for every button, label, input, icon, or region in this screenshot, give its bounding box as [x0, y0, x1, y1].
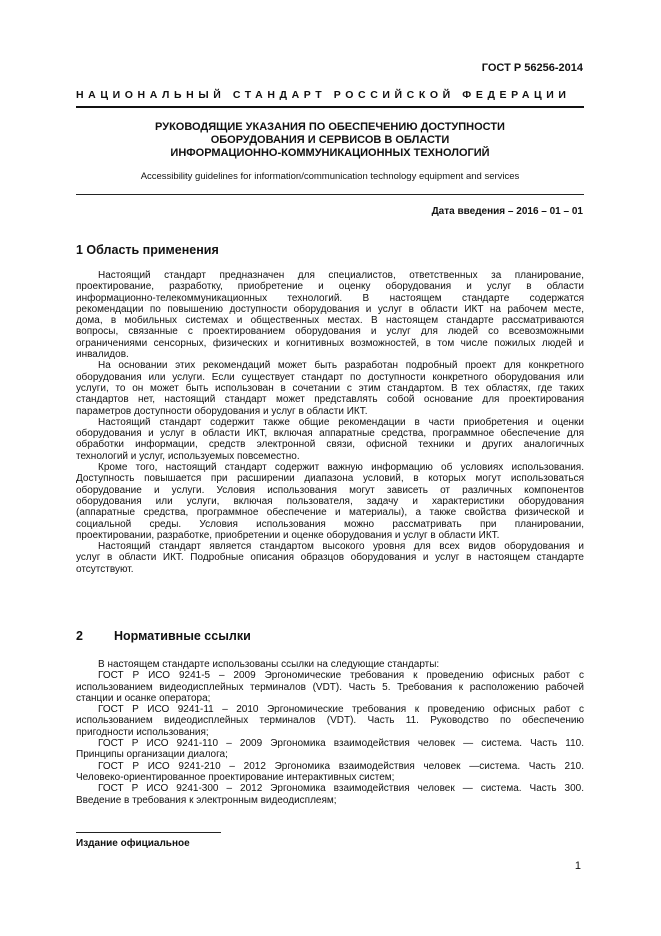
text-line: Доступность повышается при расширении диапазона условий, в которых могут использоваться [76, 473, 584, 485]
text-line: отсутствуют. [76, 563, 134, 575]
text-line: ГОСТ Р ИСО 9241-210 – 2012 Эргономика взаимодействия человек —система. Часть 210. [98, 760, 584, 772]
text-line: использованием видеодисплейных терминалов (VDT). Часть 11. Руководство по обеспечению [76, 715, 584, 727]
text-line: дома, в мобильных системах и общественных местах. В настоящем стандарте рассматриваются [76, 315, 584, 327]
text-line: Настоящий стандарт предназначен для специалистов, ответственных за планирование, [98, 270, 584, 281]
text-line: станции и осанке оператора; [76, 692, 211, 704]
page-number: 1 [574, 860, 581, 872]
document-title [76, 121, 584, 160]
section-1-heading: 1 Область применения [76, 243, 219, 257]
text-line: оборудование и услуги. Условия использования могут зависеть от различных компонентов [76, 484, 584, 496]
text-line: Человеко-ориентированное проектирование интерактивных систем; [76, 771, 395, 783]
text-line: Настоящий стандарт содержит также общие рекомендации в части приобретения и оценки [98, 416, 584, 428]
text-line: вопросы, связанные с проектированием оборудования и услуг для людей со всевозможными [76, 326, 584, 338]
introduction-date: Дата введения – 2016 – 01 – 01 [431, 206, 583, 217]
text-line: инвалидов. [76, 349, 129, 361]
text-line: обработки информации, средств электронной связи, офисной техники и других аналогичных [76, 439, 584, 451]
text-line: параметров доступности оборудования и услуг в области ИКТ. [76, 405, 368, 417]
text-line: ГОСТ Р ИСО 9241-11 – 2010 Эргономические требования к проведению офисных работ с [98, 704, 584, 716]
text-line: оборудования или услуги. Если существует стандарт по доступности конкретного оборудования или [76, 371, 584, 383]
section-2-body [76, 659, 584, 806]
text-line: проектировании, разработке, приобретении и оценке оборудования и услуг в области ИКТ. [76, 529, 500, 541]
section-2-heading [76, 629, 251, 643]
text-line: проектирование, разработку, приобретение и оценку оборудования и услуг в области [76, 281, 584, 293]
text-line: ГОСТ Р ИСО 9241-110 – 2009 Эргономика взаимодействия человек — система. Часть 110. [98, 738, 584, 750]
edition-note: Издание официальное [76, 838, 190, 849]
text-line: Настоящий стандарт является стандартом высокого уровня для всех видов оборудования и [98, 541, 584, 553]
text-line: Кроме того, настоящий стандарт содержит важную информацию об условиях использования. [98, 462, 584, 474]
title-line-3: ИНФОРМАЦИОННО-КОММУНИКАЦИОННЫХ ТЕХНОЛОГИЙ [170, 147, 490, 159]
text-line: использованием видеодисплейных терминалов (VDT). Часть 5. Требования к расположению рабочей [76, 681, 584, 693]
top-rule [76, 106, 584, 108]
text-line: оборудования или услуги, включая пользователя, задачу и характеристики оборудования [76, 495, 584, 507]
edition-rule [76, 832, 221, 833]
text-line: услуг в области ИКТ. Подробные описания образцов оборудования и услуг в настоящем стандарте [76, 552, 584, 564]
text-line: стандартов нет, настоящий стандарт может представлять собой основание для проектирования [76, 394, 584, 406]
text-line: ограничениями сенсорных, физических и когнитивных возможностей, в том числе пожилых людей и [76, 337, 584, 349]
text-line: рекомендации по повышению доступности оборудования и услуг в области ИКТ на рабочем месте, [76, 303, 584, 315]
text-line: Введение в требования к электронным видеодисплеям; [76, 794, 337, 806]
title-line-2: ОБОРУДОВАНИЯ И СЕРВИСОВ В ОБЛАСТИ [210, 134, 450, 146]
text-line: информационно-телекоммуникационных технологий. В настоящем стандарте содержатся [76, 292, 584, 304]
title-rule [76, 194, 584, 195]
title-line-1: РУКОВОДЯЩИЕ УКАЗАНИЯ ПО ОБЕСПЕЧЕНИЮ ДОСТУПНОСТИ [155, 121, 505, 133]
english-title: Accessibility guidelines for information/communication technology equipment and services [140, 171, 520, 182]
text-line: Принципы организации диалога; [76, 749, 228, 761]
text-line: технологий и услуг, используемых повсеместно. [76, 450, 300, 462]
text-line: На основании этих рекомендаций может быть разработан подробный проект для конкретного [98, 360, 584, 372]
text-line: ГОСТ Р ИСО 9241-5 – 2009 Эргономические требования к проведению офисных работ с [98, 670, 584, 682]
section-2-number: 2 [76, 629, 83, 643]
text-line: пригодности использования; [76, 726, 209, 738]
text-line: ГОСТ Р ИСО 9241-300 – 2012 Эргономика взаимодействия человек — система. Часть 300. [98, 783, 584, 795]
text-line: социальной среды. Условия использования можно рассматривать при планировании, [76, 518, 584, 530]
text-line: В настоящем стандарте использованы ссылки на следующие стандарты: [98, 659, 440, 670]
text-line: оборудования и услуг в области ИКТ, включая аппаратные средства, программное обеспечение для [76, 428, 584, 440]
standard-id: ГОСТ Р 56256-2014 [481, 62, 583, 74]
section-1-body [76, 270, 584, 575]
section-2-title: Нормативные ссылки [114, 629, 251, 643]
national-standard-banner: НАЦИОНАЛЬНЫЙ СТАНДАРТ РОССИЙСКОЙ ФЕДЕРАЦИИ [76, 89, 571, 101]
text-line: услуги, то он может быть использован в сочетании с этим стандартом. В тех областях, где таких [76, 382, 584, 394]
text-line: (аппаратные средства, программное обеспечение и материалы), а также свойства физической и [76, 507, 584, 519]
